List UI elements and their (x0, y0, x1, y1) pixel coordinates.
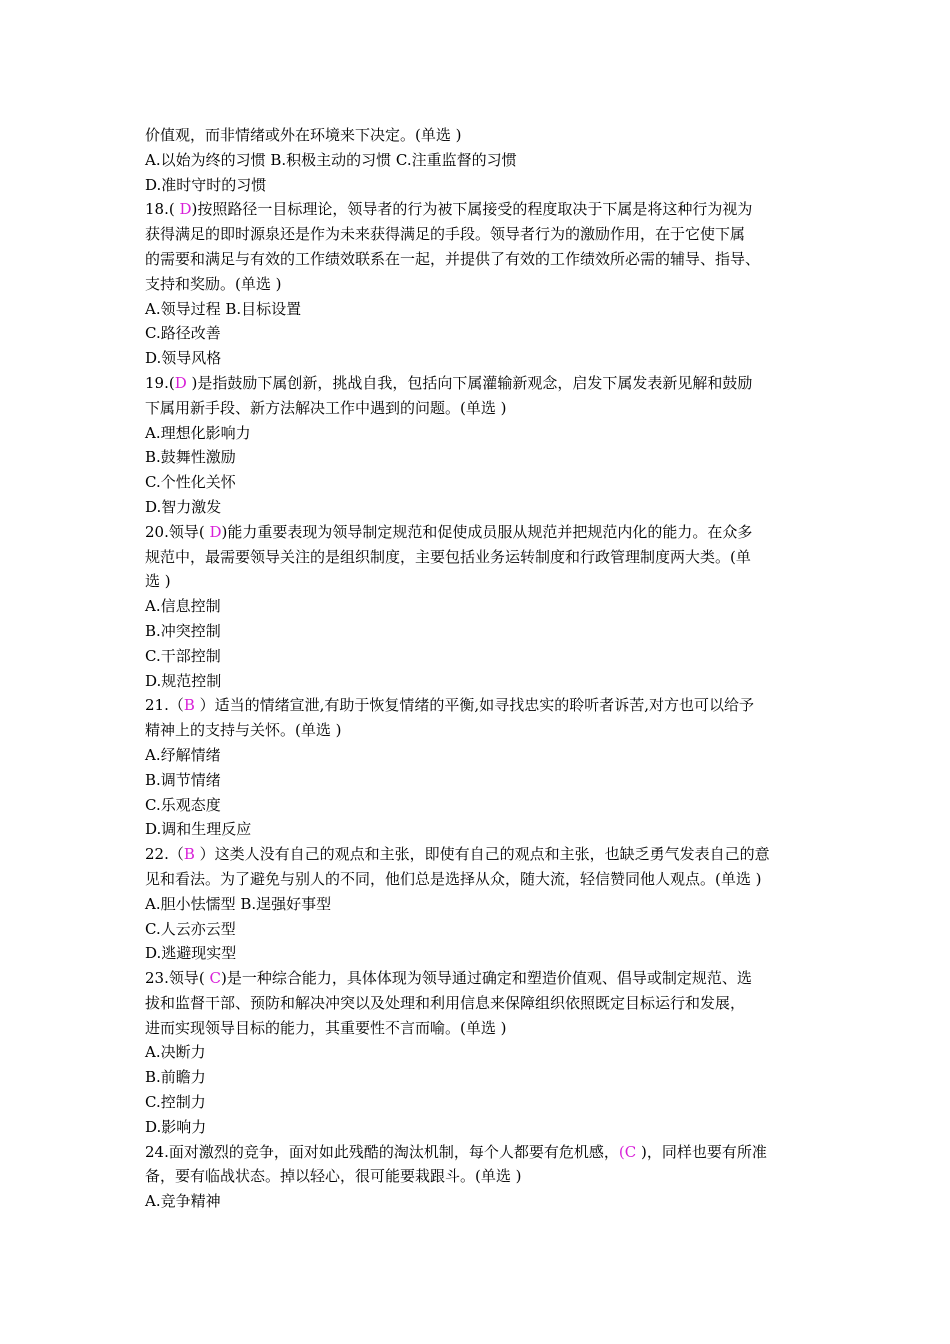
text-run: 进而实现领导目标的能力，其重要性不言而喻。(单选 ) (145, 1018, 507, 1037)
answer-mark: C (209, 969, 221, 988)
text-run: 19.( (145, 373, 175, 392)
text-run: D.规范控制 (145, 671, 222, 690)
text-run: D.调和生理反应 (145, 820, 252, 839)
text-line (145, 1065, 825, 1090)
text-run: ）适当的情绪宣泄,有助于恢复情绪的平衡,如寻找忠实的聆听者诉苦,对方也可以给予 (194, 696, 754, 715)
text-line (145, 545, 825, 570)
text-line (145, 569, 825, 594)
text-line (145, 520, 825, 545)
text-run: C.路径改善 (145, 324, 221, 343)
text-line (145, 247, 825, 272)
answer-mark: D (209, 522, 222, 541)
text-run: 选 ) (145, 572, 171, 591)
text-line (145, 272, 825, 297)
text-run: 支持和奖励。(单选 ) (145, 274, 282, 293)
text-run: C.控制力 (145, 1093, 206, 1112)
text-run: C.干部控制 (145, 646, 221, 665)
text-run: )能力重要表现为领导制定规范和促使成员服从规范并把规范内化的能力。在众多 (221, 522, 753, 541)
text-run: 的需要和满足与有效的工作绩效联系在一起，并提供了有效的工作绩效所必需的辅导、指导、 (145, 249, 761, 268)
text-run: 规范中，最需要领导关注的是组织制度，主要包括业务运转制度和行政管理制度两大类。(单 (145, 547, 751, 566)
text-run: C.乐观态度 (145, 795, 221, 814)
text-line (145, 222, 825, 247)
text-line (145, 445, 825, 470)
text-line (145, 1040, 825, 1065)
text-line (145, 297, 825, 322)
text-run: 20.领导( (145, 522, 210, 541)
text-line (145, 421, 825, 446)
text-run: )，同样也要有所准 (636, 1142, 767, 1161)
text-run: A.领导过程 B.目标设置 (145, 299, 302, 318)
text-line (145, 1016, 825, 1041)
text-line (145, 718, 825, 743)
text-line (145, 793, 825, 818)
text-run: A.以始为终的习惯 B.积极主动的习惯 C.注重监督的习惯 (145, 150, 517, 169)
text-run: B.鼓舞性激励 (145, 448, 236, 467)
text-line (145, 1189, 825, 1214)
text-line (145, 842, 825, 867)
text-run: 22.（ (145, 845, 184, 864)
text-line (145, 669, 825, 694)
text-line (145, 197, 825, 222)
text-line (145, 173, 825, 198)
answer-mark: D (174, 200, 192, 219)
text-line (145, 148, 825, 173)
text-run: D.智力激发 (145, 497, 222, 516)
text-line (145, 917, 825, 942)
text-line (145, 619, 825, 644)
text-run: 24.面对激烈的竞争，面对如此残酷的淘汰机制，每个人都要有危机感， (145, 1142, 619, 1161)
text-run: C.人云亦云型 (145, 919, 236, 938)
text-line (145, 346, 825, 371)
text-run: B.前瞻力 (145, 1068, 206, 1087)
text-line (145, 1140, 825, 1165)
text-run: B.调节情绪 (145, 770, 221, 789)
text-line (145, 644, 825, 669)
text-run: A.理想化影响力 (145, 423, 251, 442)
text-run: 见和看法。为了避免与别人的不同，他们总是选择从众，随大流，轻信赞同他人观点。(单选 ) (145, 869, 762, 888)
text-run: 21.（ (145, 696, 184, 715)
text-run: 精神上的支持与关怀。(单选 ) (145, 721, 342, 740)
text-run: 拔和监督干部、预防和解决冲突以及处理和利用信息来保障组织依照既定目标运行和发展， (145, 993, 746, 1012)
text-run: 备，要有临战状态。掉以轻心，很可能要栽跟斗。(单选 ) (145, 1167, 522, 1186)
text-line (145, 768, 825, 793)
text-run: D.影响力 (145, 1117, 207, 1136)
text-line (145, 743, 825, 768)
document-page (145, 123, 825, 1214)
text-line (145, 1115, 825, 1140)
text-line (145, 470, 825, 495)
text-run: )是指鼓励下属创新，挑战自我，包括向下属灌输新观念，启发下属发表新见解和鼓励 (186, 373, 753, 392)
text-line (145, 321, 825, 346)
text-run: A.信息控制 (145, 597, 221, 616)
text-run: C.个性化关怀 (145, 473, 236, 492)
text-line (145, 123, 825, 148)
text-line (145, 941, 825, 966)
text-line (145, 495, 825, 520)
text-line (145, 1164, 825, 1189)
text-run: A.竞争精神 (145, 1192, 221, 1211)
text-run: )是一种综合能力，具体体现为领导通过确定和塑造价值观、倡导或制定规范、选 (220, 969, 752, 988)
text-run: B.冲突控制 (145, 621, 221, 640)
text-run: A.胆小怯懦型 B.逞强好事型 (145, 894, 332, 913)
text-run: D.准时守时的习惯 (145, 175, 267, 194)
text-run: ）这类人没有自己的观点和主张，即使有自己的观点和主张，也缺乏勇气发表自己的意 (194, 845, 770, 864)
answer-mark: B (183, 845, 195, 864)
text-run: 价值观，而非情绪或外在环境来下决定。(单选 ) (145, 126, 462, 144)
answer-mark: (C (618, 1142, 637, 1161)
text-run: 获得满足的即时源泉还是作为未来获得满足的手段。领导者行为的激励作用，在于它使下属 (145, 225, 746, 244)
text-run: A.纾解情绪 (145, 745, 221, 764)
text-line (145, 371, 825, 396)
text-line (145, 396, 825, 421)
text-line (145, 966, 825, 991)
answer-mark: D (174, 373, 187, 392)
text-run: D.逃避现实型 (145, 944, 237, 963)
text-line (145, 1090, 825, 1115)
text-run: D.领导风格 (145, 349, 222, 368)
text-line (145, 892, 825, 917)
text-line (145, 991, 825, 1016)
text-line (145, 867, 825, 892)
text-run: 23.领导( (145, 969, 210, 988)
text-run: 下属用新手段、新方法解决工作中遇到的问题。(单选 ) (145, 398, 507, 417)
text-run: 18.( (145, 200, 175, 219)
text-line (145, 817, 825, 842)
text-line (145, 693, 825, 718)
answer-mark: B (183, 696, 195, 715)
text-run: )按照路径一目标理论，领导者的行为被下属接受的程度取决于下属是将这种行为视为 (191, 200, 753, 219)
text-run: A.决断力 (145, 1043, 206, 1062)
text-line (145, 594, 825, 619)
